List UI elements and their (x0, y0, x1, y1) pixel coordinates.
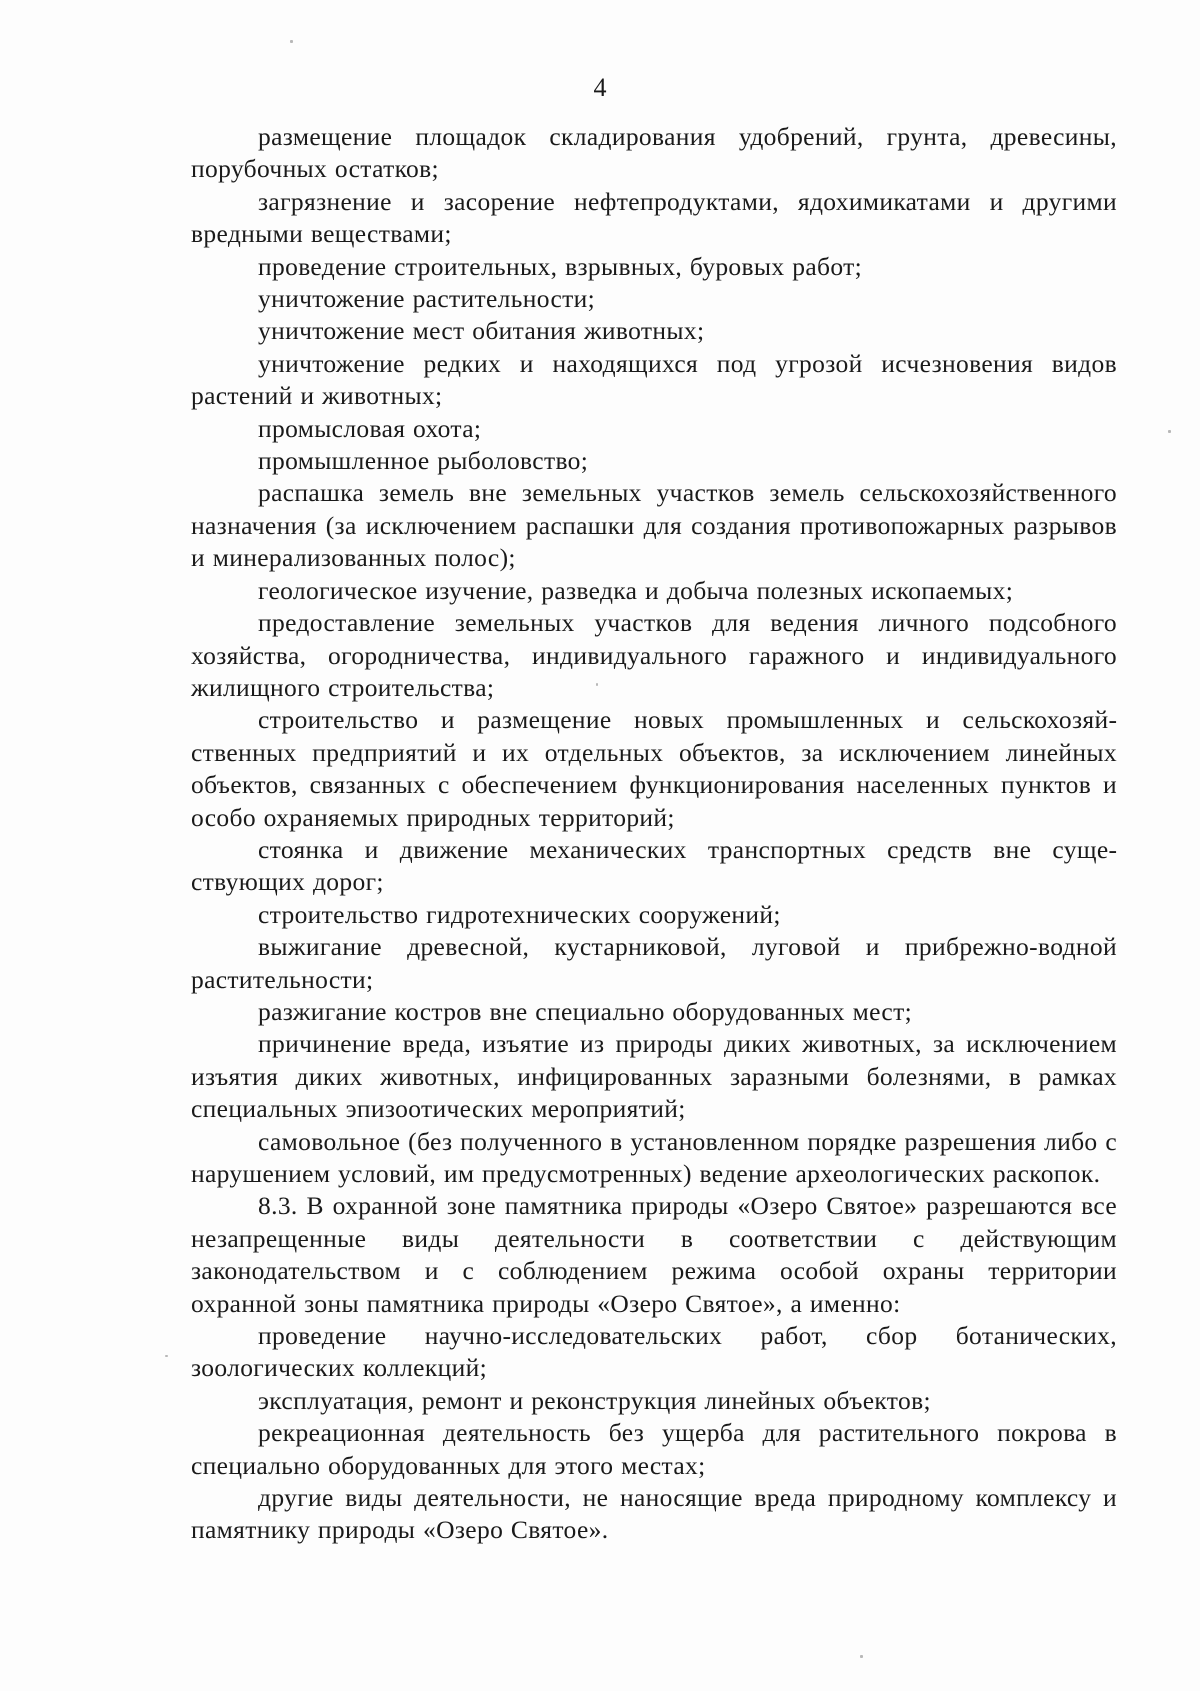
paragraph: стоянка и движение механических транспортных средств вне существующих дорог; (191, 834, 1117, 897)
paragraph: уничтожение редких и находящихся под угрозой исчезновения видов растений и животных; (191, 348, 1117, 411)
scan-speck (165, 1355, 168, 1357)
paragraph: промысловая охота; (258, 413, 482, 443)
paragraph: рекреационная деятельность без ущерба для растительного покрова в специально оборудованных для этого местах; (191, 1418, 1117, 1480)
paragraph: уничтожение мест обитания животных; (258, 316, 705, 346)
paragraph: разжигание костров вне специально оборудованных мест; (258, 996, 913, 1026)
paragraph: распашка земель вне земельных участков земель сельскохозяйственного назначения (за исключением распашки для создания противопожарных разрывов и минерализованных полос); (191, 478, 1117, 573)
paragraph: выжигание древесной, кустарниковой, луговой и прибрежно-водной растительности; (191, 932, 1117, 994)
scan-speck (860, 1655, 863, 1658)
scan-speck (596, 683, 598, 686)
paragraph: причинение вреда, изъятие из природы диких животных, за исключением изъятия диких животных, инфицированных заразными болезнями, в рамках специальных эпизоотических мероприятий; (191, 1029, 1117, 1124)
paragraph: 8.3. В охранной зоне памятника природы «Озеро Святое» разрешаются все незапрещенные виды деятельности в соответствии с действующим законодательством и с соблюдением режима особой охраны территории охранной зоны памятника природы «Озеро Святое», а именно: (191, 1191, 1117, 1318)
paragraph: размещение площадок складирования удобрений, грунта, древесины, порубочных остатков; (191, 122, 1117, 184)
paragraph: проведение строительных, взрывных, буровых работ; (258, 251, 863, 281)
scan-speck (1168, 430, 1171, 433)
paragraph: проведение научно-исследовательских работ, сбор ботанических, зоологических коллекций; (191, 1321, 1117, 1383)
scan-speck (290, 40, 293, 43)
paragraph: промышленное рыболовство; (258, 446, 589, 476)
paragraph: уничтожение растительности; (258, 284, 596, 314)
paragraph: самовольное (без полученного в установленном порядке разрешения либо с нарушением условий, им предусмотренных) ведение археологических раскопок. (191, 1126, 1117, 1188)
page-number: 4 (593, 73, 607, 102)
paragraph: другие виды деятельности, не наносящие вреда природному комплексу и памятнику природы «Озеро Святое». (191, 1483, 1117, 1545)
document-body (191, 121, 1117, 1547)
paragraph: загрязнение и засорение нефтепродуктами, ядохимикатами и другими вредными веществами; (191, 186, 1117, 249)
paragraph: эксплуатация, ремонт и реконструкция линейных объектов; (258, 1385, 931, 1415)
paragraph: строительство и размещение новых промышленных и сельскохозяйственных предприятий и их отдельных объектов, за исключением линейных объектов, связанных с обеспечением функционирования населенных пунктов и особо охраняемых природных территорий; (191, 705, 1117, 832)
paragraph: геологическое изучение, разведка и добыча полезных ископаемых; (258, 575, 1014, 605)
paragraph: строительство гидротехнических сооружений; (258, 899, 781, 929)
paragraph: предоставление земельных участков для ведения личного подсобного хозяйства, огородничества, индивидуального гаражного и индивидуального жилищного строительства; (191, 608, 1117, 702)
